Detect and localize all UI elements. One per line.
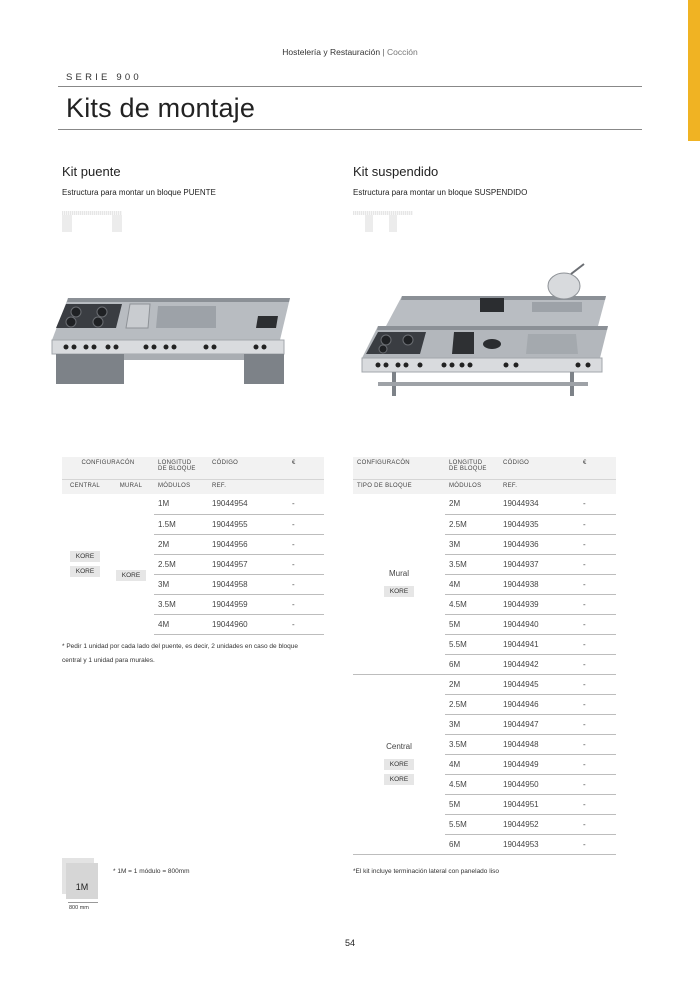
kit-suspendido-table bbox=[353, 457, 616, 855]
kit-puente-subtitle: Estructura para montar un bloque PUENTE bbox=[62, 188, 216, 197]
module-note: * 1M = 1 módulo = 800mm bbox=[113, 868, 190, 875]
page-number: 54 bbox=[344, 938, 355, 948]
mural-group-cell bbox=[353, 494, 445, 674]
header-separator: | bbox=[382, 47, 385, 57]
table-row: 5.5M 19044952 - bbox=[353, 814, 616, 834]
table-row: 2M 19044956 - bbox=[62, 534, 324, 554]
table-row: 5.5M 19044941 - bbox=[353, 634, 616, 654]
mural-label: Mural bbox=[388, 568, 409, 578]
central-cell bbox=[62, 494, 108, 634]
series-label: SERIE 900 bbox=[66, 72, 142, 83]
table-row: 3.5M 19044937 - bbox=[353, 554, 616, 574]
kore-badge: KORE bbox=[384, 759, 414, 770]
module-label: 1M bbox=[66, 863, 98, 899]
table-row: 6M 19044942 - bbox=[353, 654, 616, 674]
kit-suspendido-note: *El kit incluye terminación lateral con panelado liso bbox=[353, 868, 499, 875]
table-row: Mural KORE 2M 19044934 - bbox=[353, 494, 616, 514]
table-row: 4M 19044938 - bbox=[353, 574, 616, 594]
col-mural: MURAL bbox=[108, 479, 154, 494]
col-config: CONFIGURACÓN bbox=[62, 457, 154, 479]
kit-puente-product-image bbox=[46, 290, 296, 386]
col-length: LONGITUD DE BLOQUE bbox=[445, 457, 499, 479]
kit-puente-title: Kit puente bbox=[62, 164, 121, 179]
table-row: 2.5M 19044935 - bbox=[353, 514, 616, 534]
col-price: € bbox=[288, 457, 324, 479]
table-row: Central KORE KORE 2M 19044945 - bbox=[353, 674, 616, 694]
table-row: 4M 19044949 - bbox=[353, 754, 616, 774]
table-row: 3M 19044958 - bbox=[62, 574, 324, 594]
kore-badge: KORE bbox=[116, 570, 146, 581]
kit-puente-note: * Pedir 1 unidad por cada lado del puente, es decir, 2 unidades en caso de bloque central y 1 unidad para murales. bbox=[62, 643, 298, 664]
header-category: Hostelería y Restauración bbox=[282, 47, 381, 57]
bridge-structure-icon bbox=[62, 211, 122, 229]
col-config: CONFIGURACÓN bbox=[353, 457, 445, 479]
table-row: 4M 19044960 - bbox=[62, 614, 324, 634]
section-tab-marker bbox=[688, 0, 700, 141]
kit-suspendido-title: Kit suspendido bbox=[353, 164, 439, 179]
kit-suspendido-subtitle: Estructura para montar un bloque SUSPENDIDO bbox=[353, 188, 528, 197]
divider-top bbox=[58, 86, 642, 87]
kore-badge: KORE bbox=[384, 774, 414, 785]
col-modules: MÓDULOS bbox=[154, 479, 208, 494]
col-price: € bbox=[579, 457, 616, 479]
table-row: 4.5M 19044939 - bbox=[353, 594, 616, 614]
header-subcategory: Cocción bbox=[387, 47, 418, 57]
table-row: 3.5M 19044948 - bbox=[353, 734, 616, 754]
module-size-icon bbox=[62, 858, 102, 911]
page-title: Kits de montaje bbox=[66, 93, 256, 123]
table-row: 4.5M 19044950 - bbox=[353, 774, 616, 794]
col-ref: REF. bbox=[208, 479, 288, 494]
col-length: LONGITUD DE BLOQUE bbox=[154, 457, 208, 479]
col-ref: REF. bbox=[499, 479, 579, 494]
table-row: 5M 19044951 - bbox=[353, 794, 616, 814]
table-row: 1.5M 19044955 - bbox=[62, 514, 324, 534]
table-row: 6M 19044953 - bbox=[353, 834, 616, 854]
table-row: 3.5M 19044959 - bbox=[62, 594, 324, 614]
col-code: CÓDIGO bbox=[208, 457, 288, 479]
kore-badge: KORE bbox=[384, 586, 414, 597]
table-row: 3M 19044947 - bbox=[353, 714, 616, 734]
central-label: Central bbox=[386, 741, 412, 751]
table-row: 5M 19044940 - bbox=[353, 614, 616, 634]
col-central: CENTRAL bbox=[62, 479, 108, 494]
page-header bbox=[0, 47, 700, 57]
col-block-type: TIPO DE BLOQUE bbox=[353, 479, 445, 494]
central-group-cell bbox=[353, 674, 445, 854]
suspended-structure-icon bbox=[353, 211, 413, 229]
kit-puente-table bbox=[62, 457, 324, 635]
kit-suspendido-product-image bbox=[356, 260, 621, 400]
divider-title bbox=[58, 129, 642, 130]
table-row: 2.5M 19044957 - bbox=[62, 554, 324, 574]
table-row: 2.5M 19044946 - bbox=[353, 694, 616, 714]
kore-badge: KORE bbox=[70, 551, 100, 562]
table-row: 3M 19044936 - bbox=[353, 534, 616, 554]
kore-badge: KORE bbox=[70, 566, 100, 577]
module-dimension: 800 mm bbox=[69, 905, 89, 911]
table-row: KORE KORE KORE 1M 19044954 - bbox=[62, 494, 324, 514]
col-modules: MÓDULOS bbox=[445, 479, 499, 494]
col-code: CÓDIGO bbox=[499, 457, 579, 479]
mural-cell bbox=[108, 494, 154, 634]
